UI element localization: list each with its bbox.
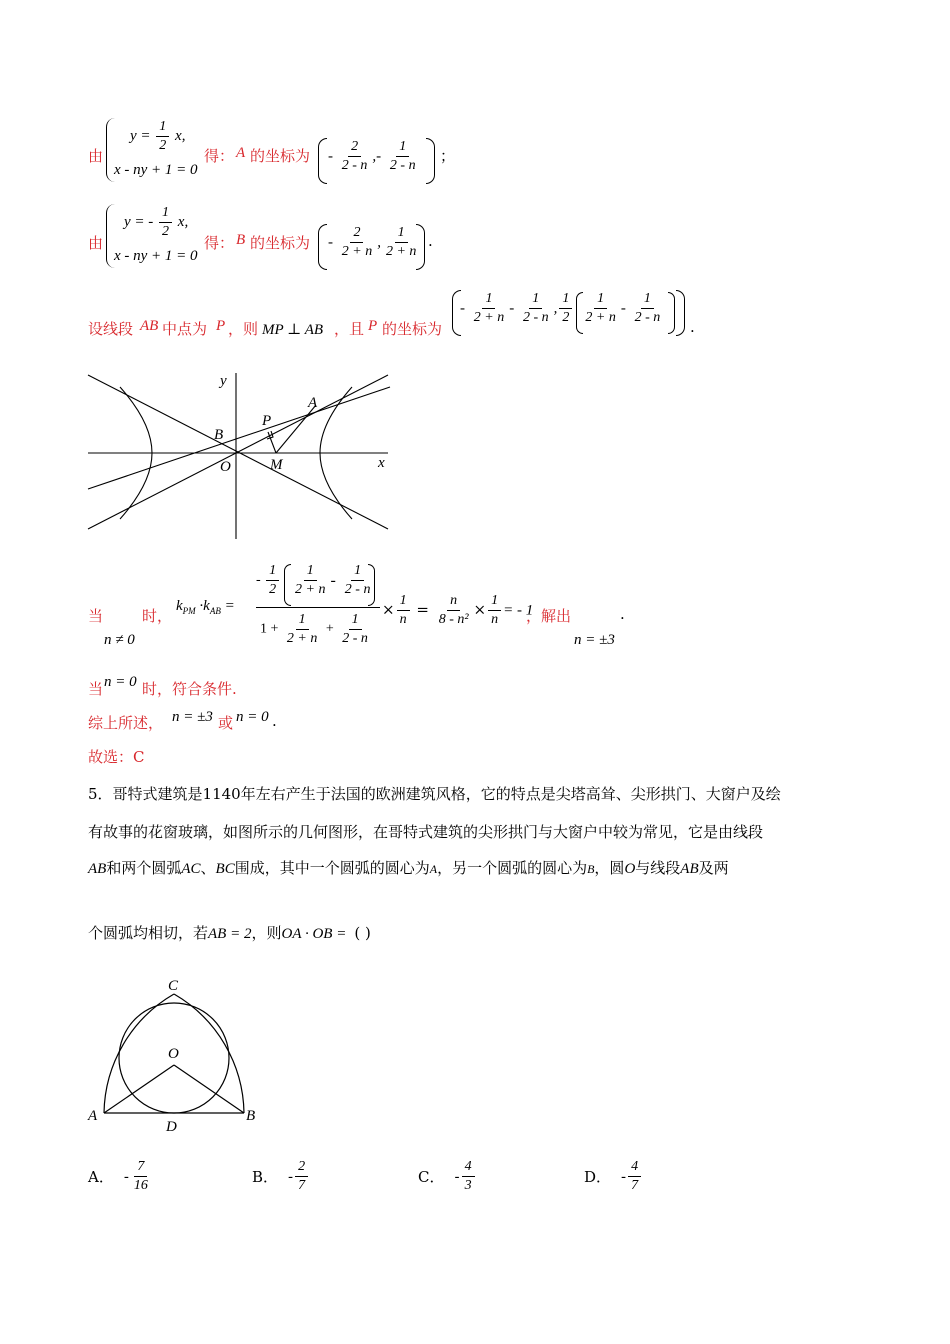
label-a: A xyxy=(308,395,318,411)
condition: n ≠ 0 xyxy=(104,632,135,648)
k-symbol: $k_{PM} \cdot k_{AB}$ = xyxy=(176,598,235,616)
segment-ab: AB xyxy=(140,318,159,334)
coord-text: 的坐标为 xyxy=(250,147,311,165)
period: . xyxy=(620,605,625,623)
label-p: P xyxy=(262,413,272,429)
option-b[interactable]: B． - $\frac{2}{7}$ xyxy=(252,1158,310,1195)
paren-right xyxy=(426,138,435,184)
problem-text-3: AB和两个圆弧AC、BC围成，其中一个圆弧的圆心为A，另一个圆弧的圆心为B，圆O与线段AB及两 xyxy=(88,859,729,877)
coord-text: 的坐标为 xyxy=(250,234,311,252)
coord-expr: - $\frac{2}{2 + n}$ , $\frac{1}{2 + n}$ xyxy=(328,225,417,259)
answer-1: n = ±3 xyxy=(172,709,213,725)
paren-left xyxy=(318,138,327,184)
text: 中点为 xyxy=(162,320,208,338)
perp-expr: MP ⊥ AB xyxy=(262,322,324,338)
paren-right xyxy=(416,224,425,270)
midpoint-expr: - $\frac{1}{2 + n}$ - $\frac{1}{2 - n}$ , $\frac{1}{2}$ $\frac{1}{2 + n}$ - $\frac{1}{2 - n}$ xyxy=(460,291,661,325)
text: ，且 xyxy=(334,320,365,338)
problem-text-2: 有故事的花窗玻璃，如图所示的几何图形，在哥特式建筑的尖形拱门与大窗户中较为常见，它是由线段 xyxy=(88,823,764,841)
answer-choice: 故选：C xyxy=(88,748,145,766)
text: 的坐标为 xyxy=(382,320,443,338)
label-c: C xyxy=(168,978,179,994)
paren-inner-left xyxy=(576,292,583,334)
paren-left xyxy=(318,224,327,270)
when-text: 当 xyxy=(88,607,104,625)
segment-ob xyxy=(174,1065,244,1113)
label-o: O xyxy=(168,1046,179,1062)
fraction: $\frac{1}{2}$ xyxy=(156,118,169,155)
label-b: B xyxy=(214,427,224,443)
text: ，则 xyxy=(228,320,259,338)
you-text-2: 由 xyxy=(88,234,104,252)
system-eq1: y = - $\frac{1}{2}$ x, xyxy=(124,205,189,239)
arc-bc xyxy=(174,994,244,1113)
option-a[interactable]: A． - $\frac{7}{16}$ xyxy=(88,1159,148,1193)
gothic-arch-figure xyxy=(82,972,272,1137)
period: . xyxy=(690,318,695,336)
period: . xyxy=(272,712,277,730)
point-label: B xyxy=(236,232,246,248)
text: 设线段 xyxy=(88,320,134,338)
answer-n: n = ±3 xyxy=(574,632,615,648)
when-text: 当 xyxy=(88,680,104,698)
label-a: A xyxy=(88,1108,98,1124)
point-label: A xyxy=(236,145,246,161)
segment-oa xyxy=(104,1065,174,1113)
eq-tail: x, xyxy=(175,127,186,144)
summary-text: 综上所述， xyxy=(88,714,164,732)
point-p: P xyxy=(216,318,226,334)
arc-ac xyxy=(104,994,174,1113)
period: . xyxy=(428,232,433,250)
hyperbola-figure xyxy=(80,365,400,545)
problem-text-4: 个圆弧均相切，若AB = 2，则OA · OB = ( ) xyxy=(88,924,371,942)
or-text: 或 xyxy=(218,714,234,732)
label-d: D xyxy=(166,1119,177,1135)
coord-expr: - $\frac{2}{2 - n}$ ,- $\frac{1}{2 - n}$ xyxy=(328,139,416,173)
option-d[interactable]: D． - $\frac{4}{7}$ xyxy=(584,1158,643,1195)
label-x: x xyxy=(378,455,385,471)
system-eq2: x - ny + 1 = 0 xyxy=(114,162,198,178)
you-text-1: 由 xyxy=(88,147,104,165)
times-expr: × $\frac{1}{n}$ = $\frac{n}{\text{8 - n²}}$ × $\frac{1}{n}$ = - 1 xyxy=(382,593,534,627)
text: 时，符合条件. xyxy=(142,680,237,698)
semicolon: ； xyxy=(440,147,456,165)
label-b: B xyxy=(246,1108,256,1124)
solve-text: ，解出 xyxy=(526,607,572,625)
problem-text-1: 5．哥特式建筑是1140年左右产生于法国的欧洲建筑风格，它的特点是尖塔高耸、尖形拱门、大窗户及绘 xyxy=(88,785,781,803)
de-text: 得： xyxy=(204,234,235,252)
paren-right xyxy=(676,290,685,336)
line-ab xyxy=(88,387,390,489)
time-text: 时， xyxy=(142,607,173,625)
system-eq1 xyxy=(130,118,185,155)
label-o: O xyxy=(220,459,231,475)
option-c[interactable]: C． - $\frac{4}{3}$ xyxy=(418,1158,477,1195)
point-p: P xyxy=(368,318,378,334)
de-text: 得： xyxy=(204,147,235,165)
system-eq2: x - ny + 1 = 0 xyxy=(114,248,198,264)
eq-text: y = xyxy=(130,127,155,144)
answer-2: n = 0 xyxy=(236,709,269,725)
condition: n = 0 xyxy=(104,674,137,690)
label-y: y xyxy=(220,373,227,389)
label-m: M xyxy=(270,457,283,473)
paren-inner-right xyxy=(668,292,675,334)
